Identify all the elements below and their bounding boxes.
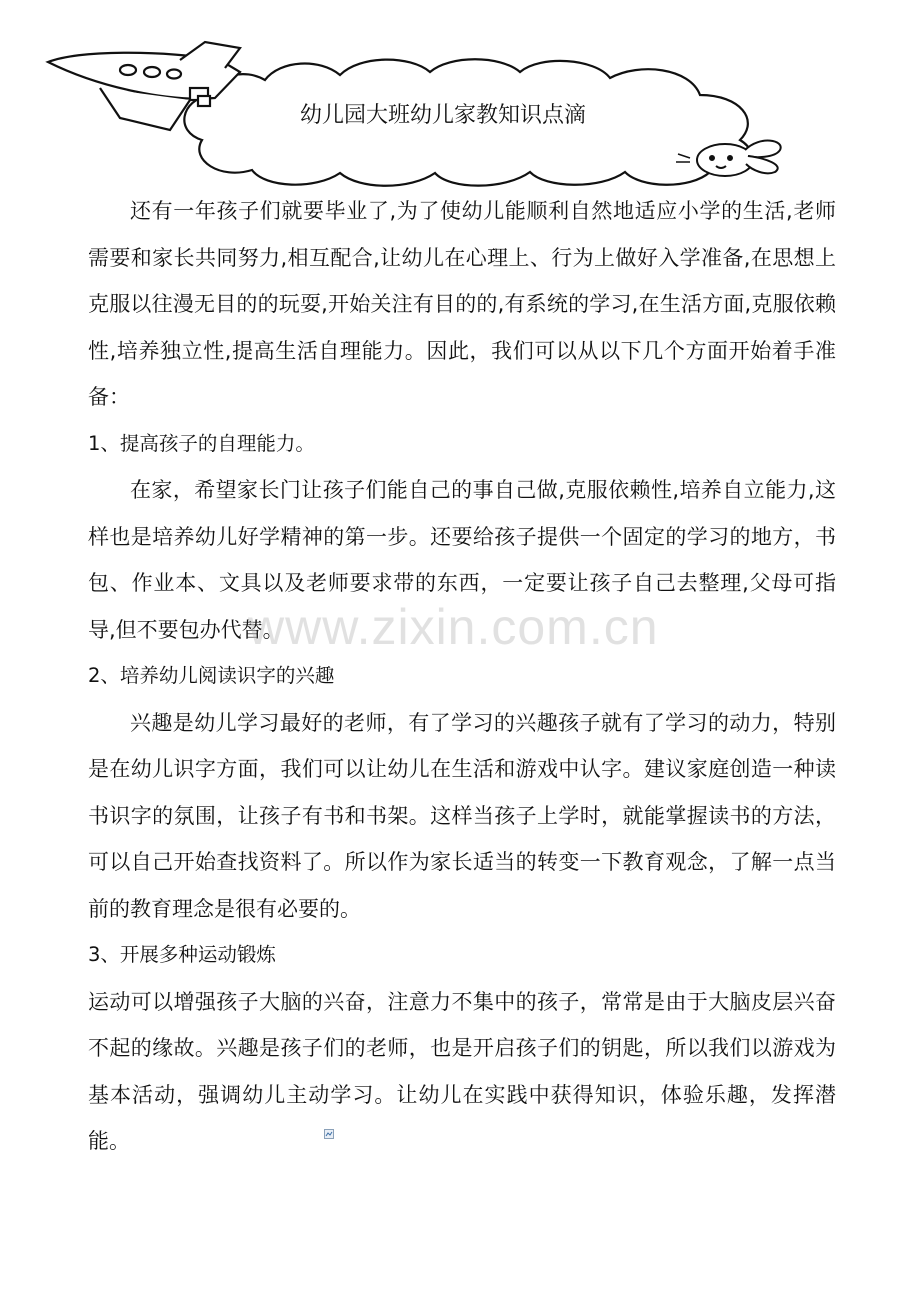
section-body-3: 运动可以增强孩子大脑的兴奋，注意力不集中的孩子，常常是由于大脑皮层兴奋不起的缘故。兴趣是孩子们的老师，也是开启孩子们的钥匙，所以我们以游戏为基本活动，强调幼儿主动学习。让幼儿在实践中获得知识，体验乐趣，发挥潜能。 [88,989,836,1153]
intro-paragraph: 还有一年孩子们就要毕业了,为了使幼儿能顺利自然地适应小学的生活,老师需要和家长共同努力,相互配合,让幼儿在心理上、行为上做好入学准备,在思想上克服以往漫无目的的玩耍,开始关注有目的的,有系统的学习,在生活方面,克服依赖性,培养独立性,提高生活自理能力。因此，我们可以从以下几个方面开始着手准备： [88,199,836,409]
section-body-2: 兴趣是幼儿学习最好的老师，有了学习的兴趣孩子就有了学习的动力，特别是在幼儿识字方面，我们可以让幼儿在生活和游戏中认字。建议家庭创造一种读书识字的氛围，让孩子有书和书架。这样当孩子上学时，就能掌握读书的方法，可以自己开始查找资料了。所以作为家长适当的转变一下教育观念，了解一点当前的教育理念是很有必要的。 [88,710,836,921]
watermark: www.zixin.com.cn [248,599,659,655]
document-body [88,188,836,1165]
section-heading-1: 1、提高孩子的自理能力。 [88,431,315,455]
section-body-1: 在家，希望家长门让孩子们能自己的事自己做,克服依赖性,培养自立能力,这样也是培养幼儿好学精神的第一步。还要给孩子提供一个固定的学习的地方，书包、作业本、文具以及老师要求带的东西，一定要让孩子自己去整理,父母可指导,但不要包办代替。 [88,478,836,642]
document-title: 幼儿园大班幼儿家教知识点滴 [300,103,587,128]
image-placeholder-icon [324,1129,334,1139]
section-heading-2: 2、培养幼儿阅读识字的兴趣 [88,664,335,687]
section-heading-3: 3、开展多种运动锻炼 [88,943,276,966]
